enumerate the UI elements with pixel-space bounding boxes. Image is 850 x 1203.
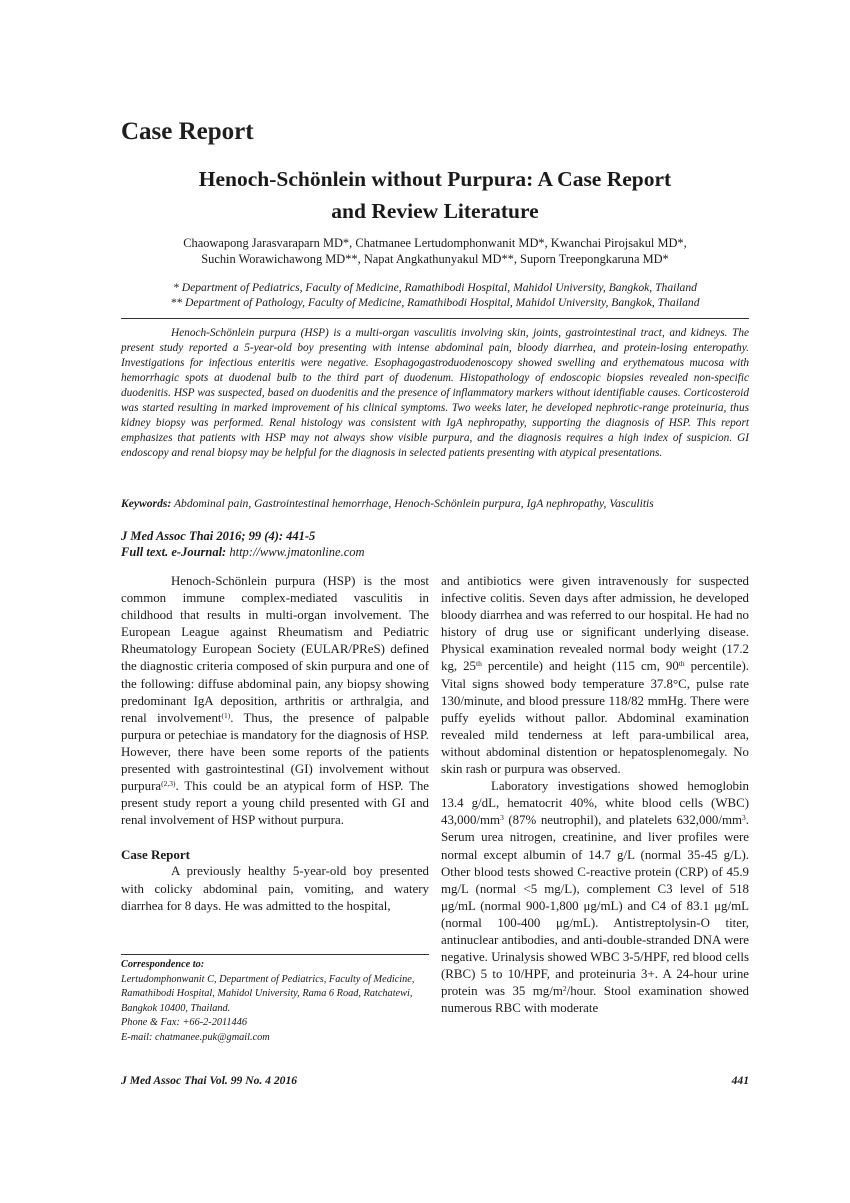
affiliation-line-1: * Department of Pediatrics, Faculty of Medicine, Ramathibodi Hospital, Mahidol University, Bangkok, Thailand <box>173 281 697 294</box>
keywords-text: Abdominal pain, Gastrointestinal hemorrhage, Henoch-Schönlein purpura, IgA nephropathy, Vasculitis <box>173 497 654 510</box>
journal-citation: J Med Assoc Thai 2016; 99 (4): 441-5 <box>121 529 316 543</box>
correspondence-phone: Phone & Fax: +66-2-2011446 <box>121 1017 248 1028</box>
keywords <box>121 496 749 511</box>
case-report-heading: Case Report <box>121 847 190 863</box>
section-label: Case Report <box>121 118 254 145</box>
authors-line-1: Chaowapong Jarasvaraparn MD*, Chatmanee Lertudomphonwanit MD*, Kwanchai Pirojsakul MD*, <box>183 236 687 250</box>
header-divider <box>121 318 749 319</box>
keywords-label: Keywords: <box>121 497 172 510</box>
case-paragraph: A previously healthy 5-year-old boy presented with colicky abdominal pain, vomiting, and watery diarrhea for 8 days. He was admitted to the hospital, <box>121 864 429 913</box>
page-number: 441 <box>731 1074 749 1087</box>
left-column <box>121 573 429 915</box>
right-column <box>441 573 749 1017</box>
article-title <box>121 163 749 227</box>
author-list <box>121 235 749 267</box>
affiliations <box>121 280 749 310</box>
correspondence-heading: Correspondence to: <box>121 959 205 970</box>
journal-url-link[interactable]: http://www.jmatonline.com <box>229 545 365 559</box>
correspondence-divider <box>121 954 429 955</box>
citation-block <box>121 528 749 560</box>
exam-paragraph: and antibiotics were given intravenously for suspected infective colitis. Seven days after admission, he developed bloody diarrhea and was referred to our hospital. He had no history of drug use or significant underlying disease. Physical examination revealed normal body weight (17.2 kg, 25th percentile) and height (115 cm, 90th percentile). Vital signs showed body temperature 37.8°C, pulse rate 130/minute, and blood pressure 118/82 mmHg. There were puffy eyelids without pallor. Abdominal examination revealed mild tenderness at left para-umbilical area, without abdominal distention or hepatosplenomegaly. No skin rash or purpura was observed. <box>441 574 749 777</box>
fulltext-label: Full text. e-Journal: <box>121 545 227 559</box>
intro-paragraph: Henoch-Schönlein purpura (HSP) is the most common immune complex-mediated vasculitis in childhood that results in multi-organ involvement. The European League against Rheumatism and Pediatric Rheumatology European Society (EULAR/PReS) defined the diagnostic criteria composed of skin purpura and one of the following: diffuse abdominal pain, any biopsy showing predominant IgA deposition, arthritis or arthralgia, and renal involvement$^{(1)}$. Thus, the presence of palpable purpura or petechiae is mandatory for the diagnosis of HSP. However, there have been some reports of the patients presented with gastrointestinal (GI) involvement without purpura$^{(2,3)}$. This could be an atypical form of HSP. The present study report a young child presented with GI and renal involvement of HSP without purpura. <box>121 574 429 828</box>
correspondence-email: E-mail: chatmanee.puk@gmail.com <box>121 1031 270 1043</box>
affiliation-line-2: ** Department of Pathology, Faculty of Medicine, Ramathibodi Hospital, Mahidol University, Bangkok, Thailand <box>170 296 700 309</box>
lab-paragraph: Laboratory investigations showed hemoglobin 13.4 g/dL, hematocrit 40%, white blood cells (WBC) $43,000/mm^3$ (87% neutrophil), and platelets $632,000/mm^3$. Serum urea nitrogen, creatinine, and liver profiles were normal except albumin of 14.7 g/L (normal 35-45 g/L). Other blood tests showed C-reactive protein (CRP) of 45.9 mg/L (normal <5 mg/L), complement C3 level of 518 μg/mL (normal 900-1,800 μg/mL) and C4 of 83.1 μg/mL (normal 100-400 μg/mL). Antistreptolysin-O titer, antinuclear antibodies, and anti-double-stranded DNA were negative. Urinalysis showed WBC 3-5/HPF, red blood cells (RBC) 5 to 10/HPF, and proteinuria 3+. A 24-hour urine protein was 35 $mg/m^2$/hour. Stool examination showed numerous RBC with moderate <box>441 779 750 1016</box>
correspondence-address: Lertudomphonwanit C, Department of Pediatrics, Faculty of Medicine, Ramathibodi Hospital, Mahidol University, Rama 6 Road, Ratchatewi, Bangkok 10400, Thailand. <box>121 973 415 1014</box>
citation-ref-2: (2,3) <box>161 779 176 789</box>
authors-line-2: Suchin Worawichawong MD**, Napat Angkathunyakul MD**, Suporn Treepongkaruna MD* <box>201 252 669 266</box>
correspondence-block <box>121 958 429 1045</box>
title-line-1: Henoch-Schönlein without Purpura: A Case Report <box>198 167 672 191</box>
title-line-2: and Review Literature <box>331 199 539 223</box>
abstract: Henoch-Schönlein purpura (HSP) is a multi-organ vasculitis involving skin, joints, gastrointestinal tract, and kidneys. The present study reported a 5-year-old boy presenting with intense abdominal pain, bloody diarrhea, and protein-losing enteropathy. Investigations for infectious enteritis were negative. Esophagogastroduodenoscopy showed swelling and erythematous mucosa with hemorrhagic spots at duodenal bulb to the third part of duodenum. Histopathology of endoscopic biopsies revealed non-specific duodenitis. HSP was suspected, based on duodenitis and the presence of inflammatory markers without identifiable causes. Corticosteroid was started resulting in marked improvement of his clinical symptoms. Two weeks later, he developed nephrotic-range proteinuria, thus kidney biopsy was performed. Renal histology was consistent with IgA nephropathy, supporting the diagnosis of HSP. This report emphasizes that patients with HSP may not always show visible purpura, and the diagnosis requires a high index of suspicion. GI endoscopy and renal biopsy may be helpful for the diagnosis in selected patients presenting with atypical presentations. <box>121 327 749 460</box>
citation-ref-1: (1) <box>221 710 231 720</box>
footer-journal: J Med Assoc Thai Vol. 99 No. 4 2016 <box>121 1074 298 1087</box>
